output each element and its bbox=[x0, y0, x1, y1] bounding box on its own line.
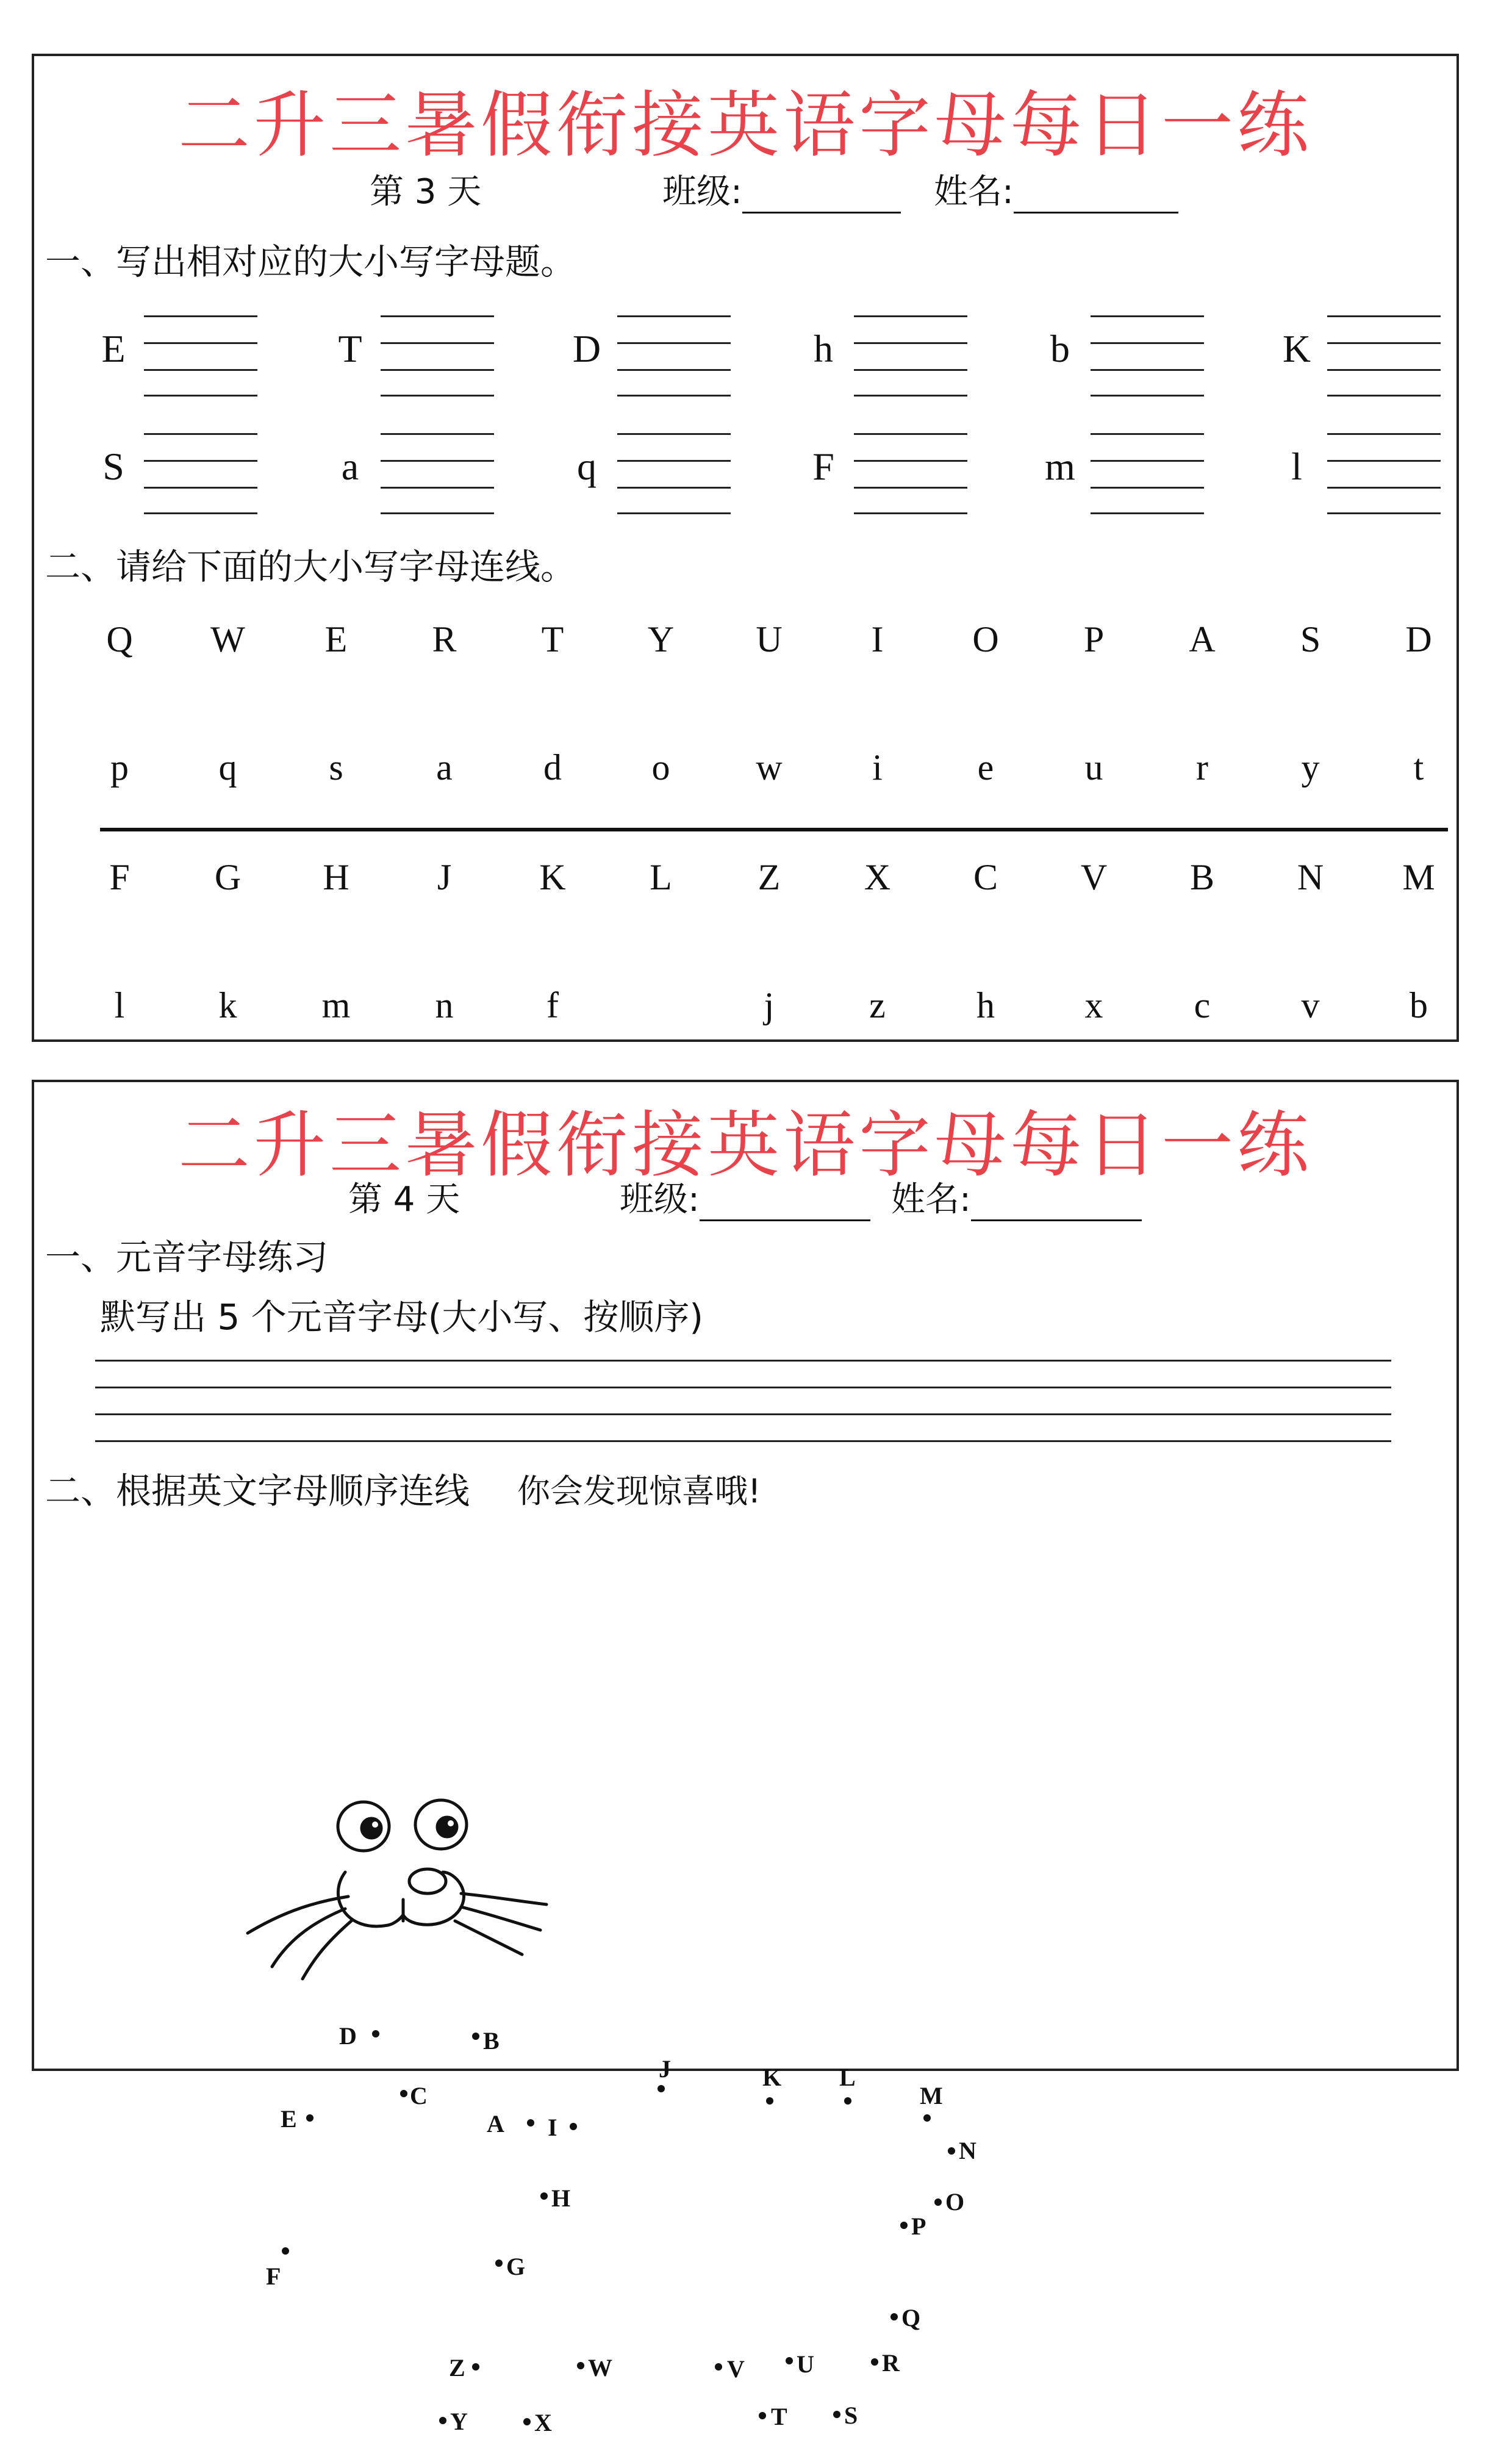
dot-label-U: U bbox=[797, 2350, 814, 2378]
dot-R[interactable] bbox=[871, 2358, 878, 2366]
match-letter[interactable]: N bbox=[1297, 857, 1324, 897]
match-letter[interactable]: C bbox=[973, 857, 998, 897]
match-letter[interactable]: a bbox=[436, 747, 453, 788]
prompt-letter: F bbox=[812, 445, 834, 488]
dot-C[interactable] bbox=[400, 2090, 407, 2097]
match-letter[interactable]: M bbox=[1402, 857, 1435, 897]
match-letter[interactable]: y bbox=[1301, 747, 1320, 788]
section2-heading: 二、根据英文字母顺序连线 bbox=[45, 1470, 470, 1512]
match-letter[interactable]: T bbox=[541, 619, 564, 659]
dot-U[interactable] bbox=[786, 2357, 793, 2364]
match-letter[interactable]: l bbox=[114, 985, 125, 1025]
dot-label-I: I bbox=[548, 2114, 557, 2141]
dot-label-Z: Z bbox=[449, 2354, 465, 2381]
dot-K[interactable] bbox=[766, 2097, 773, 2105]
match-letter[interactable]: E bbox=[324, 619, 348, 659]
dot-label-J: J bbox=[659, 2055, 671, 2083]
dot-H[interactable] bbox=[540, 2192, 548, 2200]
dot-A[interactable] bbox=[527, 2119, 534, 2127]
match-letter[interactable]: R bbox=[432, 619, 457, 659]
dot-O[interactable] bbox=[934, 2198, 942, 2206]
dot-J[interactable] bbox=[657, 2085, 665, 2092]
vowel-writing-lines[interactable] bbox=[95, 1360, 1391, 1442]
match-letter[interactable]: b bbox=[1410, 985, 1428, 1025]
dot-M[interactable] bbox=[923, 2114, 931, 2122]
match-letter[interactable]: p bbox=[110, 747, 129, 788]
writing-lines[interactable] bbox=[854, 433, 967, 514]
writing-lines[interactable] bbox=[144, 433, 257, 514]
match-letter[interactable]: r bbox=[1196, 747, 1208, 788]
section2-hint: 你会发现惊喜哦! bbox=[517, 1472, 761, 1510]
match-letter[interactable]: J bbox=[437, 857, 452, 897]
dot-label-Y: Y bbox=[450, 2408, 468, 2435]
match-letter[interactable]: V bbox=[1080, 857, 1108, 897]
match-letter[interactable]: o bbox=[651, 747, 670, 788]
writing-lines[interactable] bbox=[1327, 433, 1441, 514]
match-letter[interactable]: K bbox=[539, 857, 566, 897]
match-letter[interactable]: x bbox=[1084, 985, 1103, 1025]
prompt-letter: S bbox=[102, 445, 124, 488]
worksheet-title: 二升三暑假衔接英语字母每日一练 bbox=[177, 1103, 1313, 1187]
section1-heading: 一、元音字母练习 bbox=[45, 1236, 329, 1278]
prompt-letter: b bbox=[1050, 327, 1070, 370]
dot-N[interactable] bbox=[948, 2147, 955, 2155]
match-letter[interactable]: j bbox=[764, 985, 775, 1025]
dot-F[interactable] bbox=[282, 2247, 289, 2255]
dot-L[interactable] bbox=[844, 2097, 851, 2105]
dot-label-S: S bbox=[844, 2402, 858, 2429]
dot-I[interactable] bbox=[570, 2123, 577, 2130]
match-letter[interactable]: U bbox=[756, 619, 783, 659]
writing-lines[interactable] bbox=[1091, 315, 1204, 396]
worksheet-day4 bbox=[32, 1080, 1459, 2436]
dot-label-K: K bbox=[762, 2064, 782, 2091]
writing-lines[interactable] bbox=[1327, 315, 1441, 396]
match-letter[interactable]: i bbox=[872, 747, 883, 788]
prompt-letter: l bbox=[1291, 445, 1302, 488]
prompt-letter: m bbox=[1045, 445, 1075, 488]
match-letter[interactable]: t bbox=[1413, 747, 1424, 788]
match-letter[interactable]: e bbox=[977, 747, 994, 788]
prompt-letter: q bbox=[577, 445, 597, 488]
match-letter[interactable]: Z bbox=[758, 857, 781, 897]
section2-heading: 二、请给下面的大小写字母连线。 bbox=[45, 546, 576, 587]
match-letter[interactable]: v bbox=[1301, 985, 1320, 1025]
seal-face-drawing bbox=[242, 1747, 595, 1991]
section1-heading: 一、写出相对应的大小写字母题。 bbox=[45, 241, 576, 282]
match-letter[interactable]: q bbox=[218, 747, 237, 788]
match-letter[interactable]: Y bbox=[647, 619, 675, 659]
dot-S[interactable] bbox=[833, 2411, 840, 2418]
match-letter[interactable]: X bbox=[864, 857, 891, 897]
dot-label-E: E bbox=[281, 2105, 297, 2133]
name-label: 姓名: bbox=[891, 1180, 971, 1219]
dot-label-H: H bbox=[551, 2184, 571, 2212]
dot-label-D: D bbox=[339, 2022, 357, 2050]
name-blank[interactable] bbox=[971, 1185, 1142, 1221]
dot-Z[interactable] bbox=[472, 2363, 479, 2371]
match-letter[interactable]: z bbox=[869, 985, 886, 1025]
name-field[interactable] bbox=[934, 165, 1178, 214]
match-letter[interactable]: s bbox=[329, 747, 343, 788]
day-label: 第 3 天 bbox=[370, 172, 482, 212]
match-letter[interactable]: u bbox=[1084, 747, 1103, 788]
writing-lines[interactable] bbox=[617, 315, 731, 396]
prompt-letter: T bbox=[338, 327, 362, 370]
name-blank[interactable] bbox=[1014, 178, 1178, 214]
dot-label-X: X bbox=[534, 2409, 552, 2436]
writing-lines[interactable] bbox=[617, 433, 731, 514]
match-letter[interactable]: D bbox=[1405, 619, 1432, 659]
dot-B[interactable] bbox=[472, 2033, 479, 2040]
dot-label-W: W bbox=[588, 2354, 612, 2381]
dot-label-C: C bbox=[410, 2082, 428, 2109]
dot-P[interactable] bbox=[900, 2222, 908, 2229]
match-letter[interactable]: L bbox=[650, 857, 672, 897]
prompt-letter: D bbox=[572, 327, 601, 370]
match-letter[interactable]: H bbox=[323, 857, 349, 897]
dot-label-F: F bbox=[266, 2263, 281, 2290]
class-label: 班级: bbox=[662, 172, 742, 212]
match-letter[interactable]: n bbox=[435, 985, 454, 1025]
dot-label-N: N bbox=[959, 2137, 976, 2164]
class-blank[interactable] bbox=[700, 1185, 870, 1221]
match-letter[interactable]: B bbox=[1189, 857, 1215, 897]
dot-label-O: O bbox=[945, 2188, 965, 2216]
match-letter[interactable]: f bbox=[546, 985, 559, 1025]
dot-T[interactable] bbox=[759, 2412, 766, 2419]
dot-label-B: B bbox=[483, 2027, 500, 2055]
writing-lines[interactable] bbox=[381, 315, 494, 396]
dot-Q[interactable] bbox=[890, 2313, 898, 2320]
dot-X[interactable] bbox=[523, 2418, 531, 2425]
dot-label-A: A bbox=[487, 2110, 504, 2137]
vowel-instruction: 默写出 5 个元音字母(大小写、按顺序) bbox=[100, 1296, 704, 1338]
match-letter[interactable]: k bbox=[218, 985, 237, 1025]
worksheet-day3 bbox=[32, 54, 1459, 1042]
dot-label-R: R bbox=[882, 2349, 900, 2377]
dot-W[interactable] bbox=[577, 2362, 584, 2369]
worksheet-title: 二升三暑假衔接英语字母每日一练 bbox=[177, 83, 1313, 167]
writing-lines[interactable] bbox=[144, 315, 257, 396]
match-letter[interactable]: c bbox=[1194, 985, 1211, 1025]
match-letter[interactable]: d bbox=[543, 747, 562, 788]
name-label: 姓名: bbox=[934, 172, 1014, 212]
divider-line bbox=[100, 828, 1448, 831]
writing-lines[interactable] bbox=[854, 315, 967, 396]
name-field[interactable] bbox=[891, 1172, 1142, 1221]
dot-Y[interactable] bbox=[439, 2417, 446, 2424]
prompt-letter: K bbox=[1282, 327, 1311, 370]
match-letter[interactable]: I bbox=[871, 619, 884, 659]
class-label: 班级: bbox=[620, 1180, 700, 1219]
match-letter[interactable]: h bbox=[976, 985, 995, 1025]
match-letter[interactable]: F bbox=[109, 857, 130, 897]
dot-V[interactable] bbox=[715, 2363, 722, 2371]
dot-label-G: G bbox=[506, 2253, 526, 2280]
match-letter[interactable]: G bbox=[214, 857, 242, 897]
class-blank[interactable] bbox=[742, 178, 901, 214]
prompt-letter: h bbox=[814, 327, 833, 370]
match-letter[interactable]: w bbox=[756, 747, 783, 788]
writing-lines[interactable] bbox=[1091, 433, 1204, 514]
class-field[interactable] bbox=[620, 1172, 870, 1221]
dot-label-T: T bbox=[771, 2403, 787, 2430]
match-letter[interactable]: m bbox=[321, 985, 351, 1025]
match-letter[interactable]: P bbox=[1083, 619, 1105, 659]
prompt-letter: E bbox=[101, 327, 126, 370]
prompt-letter: a bbox=[341, 445, 359, 488]
class-field[interactable] bbox=[662, 165, 901, 214]
day-label: 第 4 天 bbox=[348, 1180, 460, 1219]
match-letter[interactable]: Q bbox=[106, 619, 133, 659]
writing-lines[interactable] bbox=[381, 433, 494, 514]
dot-D[interactable] bbox=[372, 2030, 379, 2037]
dot-G[interactable] bbox=[495, 2259, 503, 2267]
dot-label-Q: Q bbox=[901, 2304, 921, 2331]
match-letter[interactable]: O bbox=[972, 619, 999, 659]
dot-E[interactable] bbox=[306, 2114, 314, 2122]
match-letter[interactable]: A bbox=[1189, 619, 1216, 659]
dot-label-M: M bbox=[920, 2082, 943, 2109]
dot-label-P: P bbox=[911, 2213, 926, 2240]
dot-label-V: V bbox=[727, 2355, 745, 2383]
match-letter[interactable]: W bbox=[210, 619, 245, 659]
match-letter[interactable]: S bbox=[1300, 619, 1321, 659]
dot-label-L: L bbox=[839, 2064, 856, 2091]
